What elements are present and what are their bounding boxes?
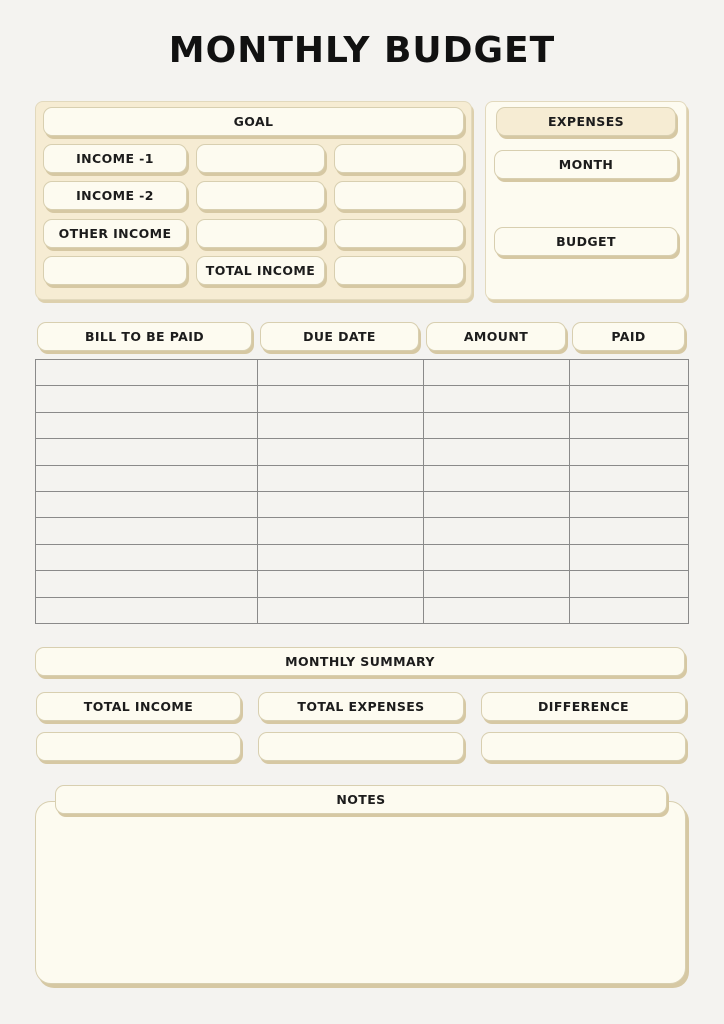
paid-cell[interactable]	[570, 465, 689, 491]
bill-cell[interactable]	[36, 439, 258, 465]
table-row	[36, 386, 689, 412]
paid-cell[interactable]	[570, 412, 689, 438]
due-date-cell[interactable]	[257, 465, 424, 491]
other-income-field-b[interactable]	[334, 219, 464, 248]
table-row	[36, 439, 689, 465]
due-date-cell[interactable]	[257, 412, 424, 438]
bills-table	[35, 359, 689, 624]
table-row	[36, 412, 689, 438]
bill-cell[interactable]	[36, 544, 258, 570]
total-income-summary-field[interactable]	[36, 732, 241, 761]
paid-cell[interactable]	[570, 491, 689, 517]
monthly-summary-header: MONTHLY SUMMARY	[35, 647, 685, 676]
total-expenses-summary-label: TOTAL EXPENSES	[258, 692, 464, 721]
column-due-date: DUE DATE	[260, 322, 419, 351]
amount-cell[interactable]	[424, 597, 570, 623]
notes-area[interactable]	[35, 801, 686, 984]
income-1-field-a[interactable]	[196, 144, 325, 173]
table-row	[36, 544, 689, 570]
due-date-cell[interactable]	[257, 491, 424, 517]
paid-cell[interactable]	[570, 360, 689, 386]
due-date-cell[interactable]	[257, 386, 424, 412]
due-date-cell[interactable]	[257, 597, 424, 623]
bill-cell[interactable]	[36, 412, 258, 438]
column-amount: AMOUNT	[426, 322, 566, 351]
table-row	[36, 465, 689, 491]
total-expenses-summary-field[interactable]	[258, 732, 464, 761]
bill-cell[interactable]	[36, 491, 258, 517]
paid-cell[interactable]	[570, 571, 689, 597]
bill-cell[interactable]	[36, 518, 258, 544]
total-income-field[interactable]	[334, 256, 464, 285]
income-2-field-a[interactable]	[196, 181, 325, 210]
paid-cell[interactable]	[570, 386, 689, 412]
due-date-cell[interactable]	[257, 439, 424, 465]
due-date-cell[interactable]	[257, 518, 424, 544]
table-row	[36, 597, 689, 623]
due-date-cell[interactable]	[257, 571, 424, 597]
column-paid: PAID	[572, 322, 685, 351]
table-row	[36, 571, 689, 597]
amount-cell[interactable]	[424, 439, 570, 465]
bill-cell[interactable]	[36, 360, 258, 386]
expenses-header: EXPENSES	[496, 107, 676, 136]
table-row	[36, 360, 689, 386]
table-row	[36, 518, 689, 544]
paid-cell[interactable]	[570, 597, 689, 623]
amount-cell[interactable]	[424, 360, 570, 386]
amount-cell[interactable]	[424, 465, 570, 491]
bill-cell[interactable]	[36, 597, 258, 623]
other-income-label: OTHER INCOME	[43, 219, 187, 248]
income-2-field-b[interactable]	[334, 181, 464, 210]
total-income-label: TOTAL INCOME	[196, 256, 325, 285]
amount-cell[interactable]	[424, 491, 570, 517]
amount-cell[interactable]	[424, 518, 570, 544]
amount-cell[interactable]	[424, 412, 570, 438]
paid-cell[interactable]	[570, 439, 689, 465]
goal-label: GOAL	[43, 107, 464, 136]
bill-cell[interactable]	[36, 386, 258, 412]
blank-income-field[interactable]	[43, 256, 187, 285]
table-row	[36, 491, 689, 517]
bill-cell[interactable]	[36, 465, 258, 491]
total-income-summary-label: TOTAL INCOME	[36, 692, 241, 721]
due-date-cell[interactable]	[257, 544, 424, 570]
amount-cell[interactable]	[424, 571, 570, 597]
amount-cell[interactable]	[424, 544, 570, 570]
month-label: MONTH	[494, 150, 678, 179]
other-income-field-a[interactable]	[196, 219, 325, 248]
income-1-label: INCOME -1	[43, 144, 187, 173]
amount-cell[interactable]	[424, 386, 570, 412]
income-1-field-b[interactable]	[334, 144, 464, 173]
difference-summary-field[interactable]	[481, 732, 686, 761]
due-date-cell[interactable]	[257, 360, 424, 386]
page-title: MONTHLY BUDGET	[168, 30, 556, 71]
notes-header: NOTES	[55, 785, 667, 814]
difference-summary-label: DIFFERENCE	[481, 692, 686, 721]
budget-label: BUDGET	[494, 227, 678, 256]
bill-cell[interactable]	[36, 571, 258, 597]
income-2-label: INCOME -2	[43, 181, 187, 210]
paid-cell[interactable]	[570, 518, 689, 544]
paid-cell[interactable]	[570, 544, 689, 570]
column-bill-to-be-paid: BILL TO BE PAID	[37, 322, 252, 351]
